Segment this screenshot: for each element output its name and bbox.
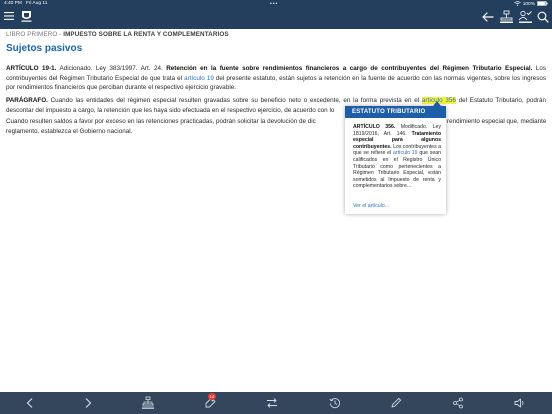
status-time-date <box>4 1 47 7</box>
page-title: Sujetos pasivos <box>6 43 83 54</box>
popup-header: ESTATUTO TRIBUTARIO <box>345 106 446 118</box>
popup-pointer <box>433 101 441 106</box>
speaker-icon[interactable] <box>513 396 527 410</box>
status-right <box>514 1 548 9</box>
paragrafo-text: del Estatuto Tributario, podrán descontar del impuesto a cargo, la retención que les haya sido efectuada en el respectivo ejercicio, de acuerdo con lo <box>6 97 546 114</box>
history-icon[interactable] <box>328 396 342 410</box>
refund-paragraph-line1-left: Cuando resulten saldos a favor por exceso en las retenciones practicadas, podrán solicitar la devolución de dic <box>6 118 316 125</box>
breadcrumb[interactable] <box>6 31 229 38</box>
article-text: del presente estatuto, están sujetos a retención en la fuente de acuerdo con las normas vigentes, sobre los ingresos por rendimientos financieros que perciban durante el respectivo ejercicio gravable. <box>6 74 546 91</box>
popup-article-label: ARTÍCULO 356. <box>353 124 396 130</box>
breadcrumb-parent[interactable]: LIBRO PRIMERO - <box>6 31 64 38</box>
battery-icon <box>537 1 548 9</box>
view-article-link[interactable]: Ver el artículo... <box>353 203 390 209</box>
status-time: 4:40 PM <box>4 1 22 6</box>
legis-logo-icon[interactable] <box>20 10 33 23</box>
popup-article-19-link[interactable]: artículo 19 <box>392 150 418 157</box>
article-356-link[interactable]: artículo 356 <box>421 97 456 104</box>
battery-percent: 100% <box>522 2 535 7</box>
article-19-1-paragraph <box>6 64 546 93</box>
bottom-toolbar <box>0 392 552 414</box>
notes-count-badge: 14 <box>209 394 215 399</box>
breadcrumb-current: IMPUESTO SOBRE LA RENTA Y COMPLEMENTARIOS <box>63 31 229 38</box>
popup-body <box>345 118 446 190</box>
paragrafo-label: PARÁGRAFO. <box>6 97 48 104</box>
article-text: Los contribuyentes del Régimen Tributario Especial de que trata el <box>6 65 546 82</box>
wifi-icon <box>514 1 521 9</box>
popup-note: Modificado. Ley 1819/2016, Art. 146. <box>353 124 441 137</box>
swap-icon[interactable] <box>265 396 279 410</box>
share-icon[interactable] <box>451 396 465 410</box>
article-content <box>6 29 546 391</box>
back-arrow-icon[interactable] <box>481 12 494 22</box>
search-icon[interactable] <box>537 11 549 23</box>
user-checklist-icon[interactable] <box>518 10 533 24</box>
paragrafo-paragraph <box>6 96 546 115</box>
popup-heading: Tratamiento especial para algunos contribuyentes. <box>353 130 441 150</box>
paragrafo-text: Cuando las entidades del régimen especial resulten gravadas sobre su beneficio neto o excedente, en la forma prevista en el <box>47 97 422 104</box>
article-preview-popup[interactable] <box>345 106 446 214</box>
top-bar <box>0 0 552 29</box>
refund-paragraph-line2: reglamento, establezca el Gobierno nacional. <box>6 127 133 135</box>
menu-icon[interactable] <box>4 12 14 20</box>
popup-text: que sean calificados en el Registro Único Tributario como pertenecientes a Régimen Tributario Especial, están sometidos al Impuesto de renta y complementarios sobre... <box>353 150 441 190</box>
statute-index-icon[interactable] <box>499 10 514 24</box>
article-note: Adicionado. Ley 383/1997. Art. 24. <box>56 65 167 72</box>
article-heading: Retención en la fuente sobre rendimientos financieros a cargo de contribuyentes del Régimen Tributario Especial. <box>166 65 533 72</box>
article-label: ARTÍCULO 19-1. <box>6 65 57 72</box>
hierarchy-icon[interactable] <box>141 396 155 410</box>
refund-paragraph-line1-right: rendimiento especial que, mediante <box>447 118 546 125</box>
popup-text: Los contribuyentes a que se refiere el <box>353 143 441 157</box>
article-19-link[interactable]: artículo 19 <box>184 74 214 82</box>
multitask-dots[interactable]: ••• <box>270 1 279 7</box>
chevron-left-icon[interactable] <box>23 396 37 410</box>
chevron-right-icon[interactable] <box>81 396 95 410</box>
status-date: Fri Aug 11 <box>25 1 48 6</box>
pencil-icon[interactable] <box>389 396 403 410</box>
